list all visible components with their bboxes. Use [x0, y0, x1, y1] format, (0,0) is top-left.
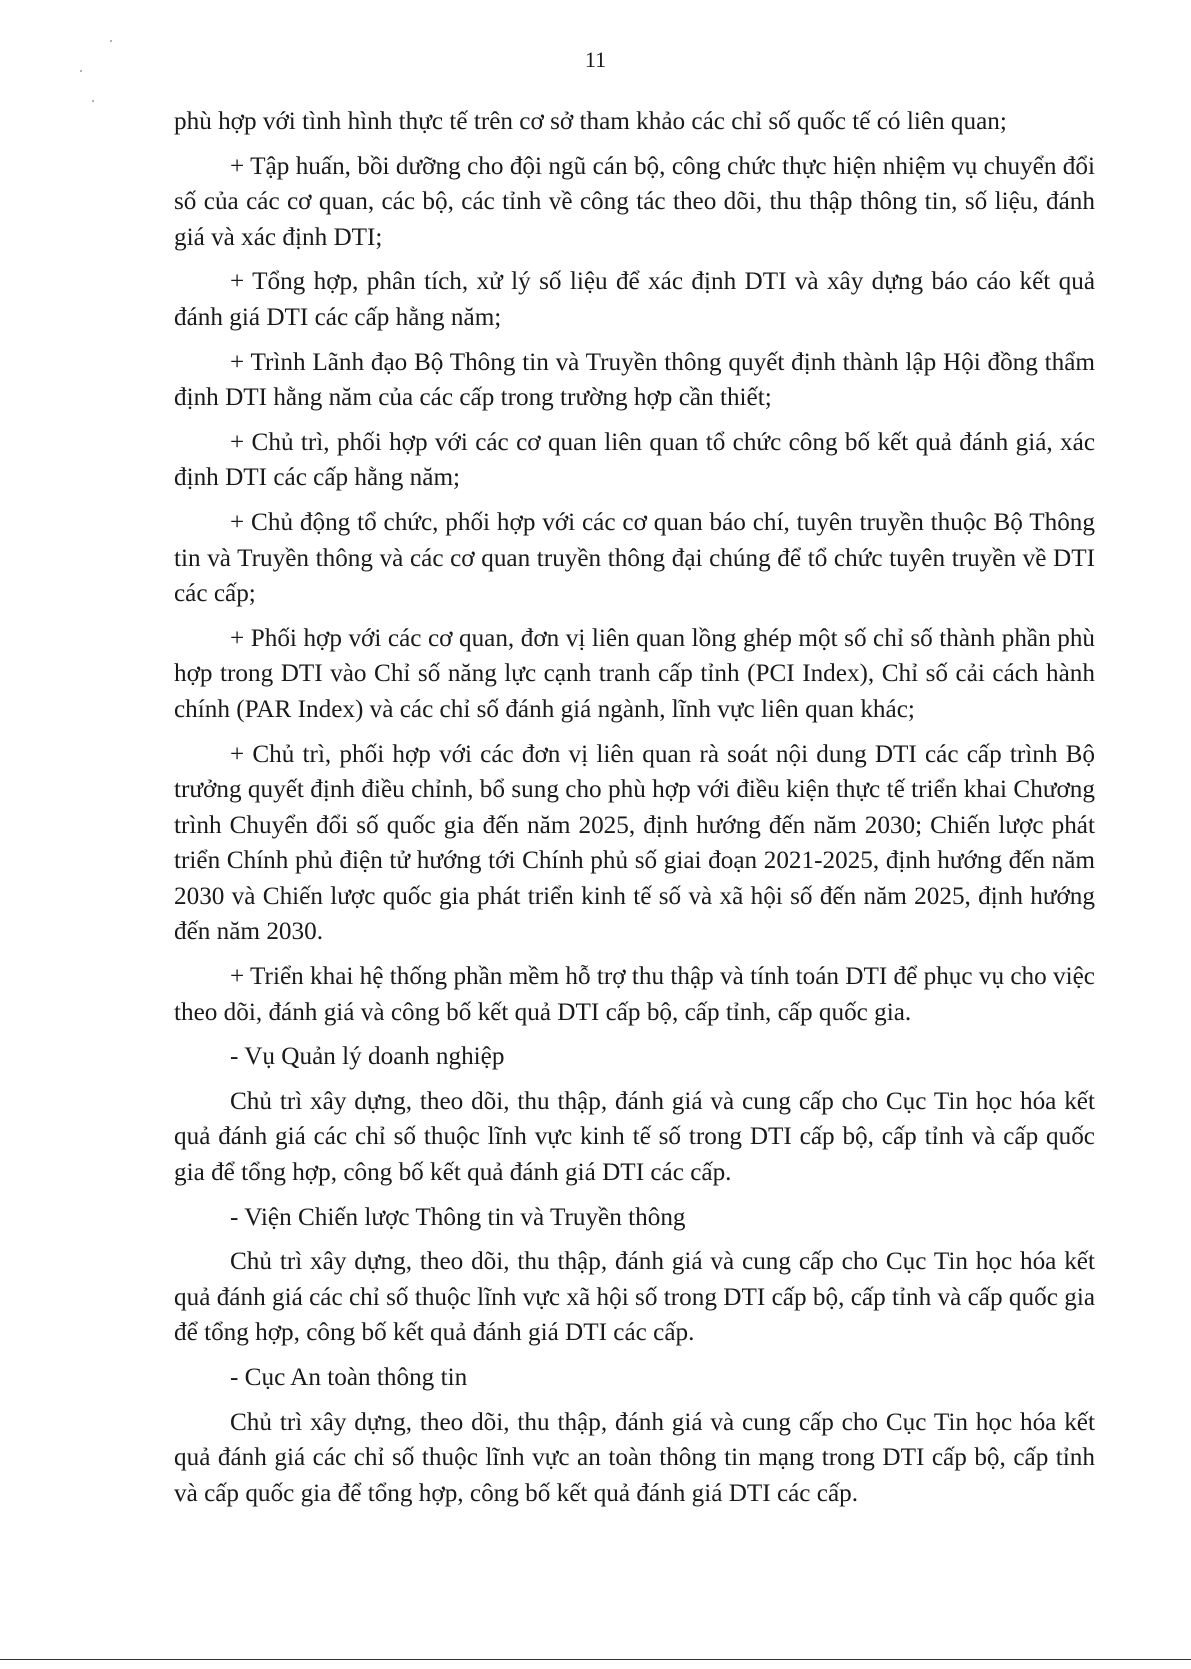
paragraph: Chủ trì xây dựng, theo dõi, thu thập, đánh giá và cung cấp cho Cục Tin học hóa kết quả đánh giá các chỉ số thuộc lĩnh vực an toàn thông tin mạng trong DTI cấp bộ, cấp tỉnh và cấp quốc gia để tổng hợp, công bố kết quả đánh giá DTI các cấp. [174, 1408, 1095, 1507]
paragraph: + Chủ trì, phối hợp với các cơ quan liên quan tổ chức công bố kết quả đánh giá, xác định DTI các cấp hằng năm; [174, 428, 1095, 492]
paragraph: phù hợp với tình hình thực tế trên cơ sở tham khảo các chỉ số quốc tế có liên quan; [174, 108, 1007, 135]
section-heading: - Cục An toàn thông tin [230, 1364, 468, 1391]
page-number: 11 [584, 47, 607, 72]
scan-speck [110, 40, 112, 42]
paragraph: + Phối hợp với các cơ quan, đơn vị liên quan lồng ghép một số chỉ số thành phần phù hợp trong DTI vào Chỉ số năng lực cạnh tranh cấp tỉnh (PCI Index), Chỉ số cải cách hành chính (PAR Index) và các chỉ số đánh giá ngành, lĩnh vực liên quan khác; [174, 624, 1095, 723]
bottom-border-line [0, 1659, 1191, 1660]
scan-speck [92, 100, 94, 102]
document-body [174, 104, 1095, 1520]
paragraph: + Tập huấn, bồi dưỡng cho đội ngũ cán bộ, công chức thực hiện nhiệm vụ chuyển đổi số của các cơ quan, các bộ, các tỉnh về công tác theo dõi, thu thập thông tin, số liệu, đánh giá và xác định DTI; [174, 152, 1095, 251]
section-heading: - Viện Chiến lược Thông tin và Truyền thông [230, 1203, 686, 1231]
paragraph: + Triển khai hệ thống phần mềm hỗ trợ thu thập và tính toán DTI để phục vụ cho việc theo dõi, đánh giá và công bố kết quả DTI cấp bộ, cấp tỉnh, cấp quốc gia. [174, 963, 1095, 1026]
paragraph: + Chủ trì, phối hợp với các đơn vị liên quan rà soát nội dung DTI các cấp trình Bộ trưởng quyết định điều chỉnh, bổ sung cho phù hợp với điều kiện thực tế triển khai Chương trình Chuyển đổi số quốc gia đến năm 2025, định hướng đến năm 2030; Chiến lược phát triển Chính phủ điện tử hướng tới Chính phủ số giai đoạn 2021-2025, định hướng đến năm 2030 và Chiến lược quốc gia phát triển kinh tế số và xã hội số đến năm 2025, định hướng đến năm 2030. [174, 740, 1095, 946]
section-heading: - Vụ Quản lý doanh nghiệp [230, 1043, 505, 1071]
paragraph: Chủ trì xây dựng, theo dõi, thu thập, đánh giá và cung cấp cho Cục Tin học hóa kết quả đánh giá các chỉ số thuộc lĩnh vực kinh tế số trong DTI cấp bộ, cấp tỉnh và cấp quốc gia để tổng hợp, công bố kết quả đánh giá DTI các cấp. [174, 1087, 1095, 1187]
paragraph: + Chủ động tổ chức, phối hợp với các cơ quan báo chí, tuyên truyền thuộc Bộ Thông tin và Truyền thông và các cơ quan truyền thông đại chúng để tổ chức tuyên truyền về DTI các cấp; [174, 508, 1095, 608]
paragraph: + Trình Lãnh đạo Bộ Thông tin và Truyền thông quyết định thành lập Hội đồng thẩm định DTI hằng năm của các cấp trong trường hợp cần thiết; [174, 348, 1095, 412]
paragraph: + Tổng hợp, phân tích, xử lý số liệu để xác định DTI và xây dựng báo cáo kết quả đánh giá DTI các cấp hằng năm; [174, 268, 1095, 331]
paragraph: Chủ trì xây dựng, theo dõi, thu thập, đánh giá và cung cấp cho Cục Tin học hóa kết quả đánh giá các chỉ số thuộc lĩnh vực xã hội số trong DTI cấp bộ, cấp tỉnh và cấp quốc gia để tổng hợp, công bố kết quả đánh giá DTI các cấp. [174, 1248, 1095, 1347]
